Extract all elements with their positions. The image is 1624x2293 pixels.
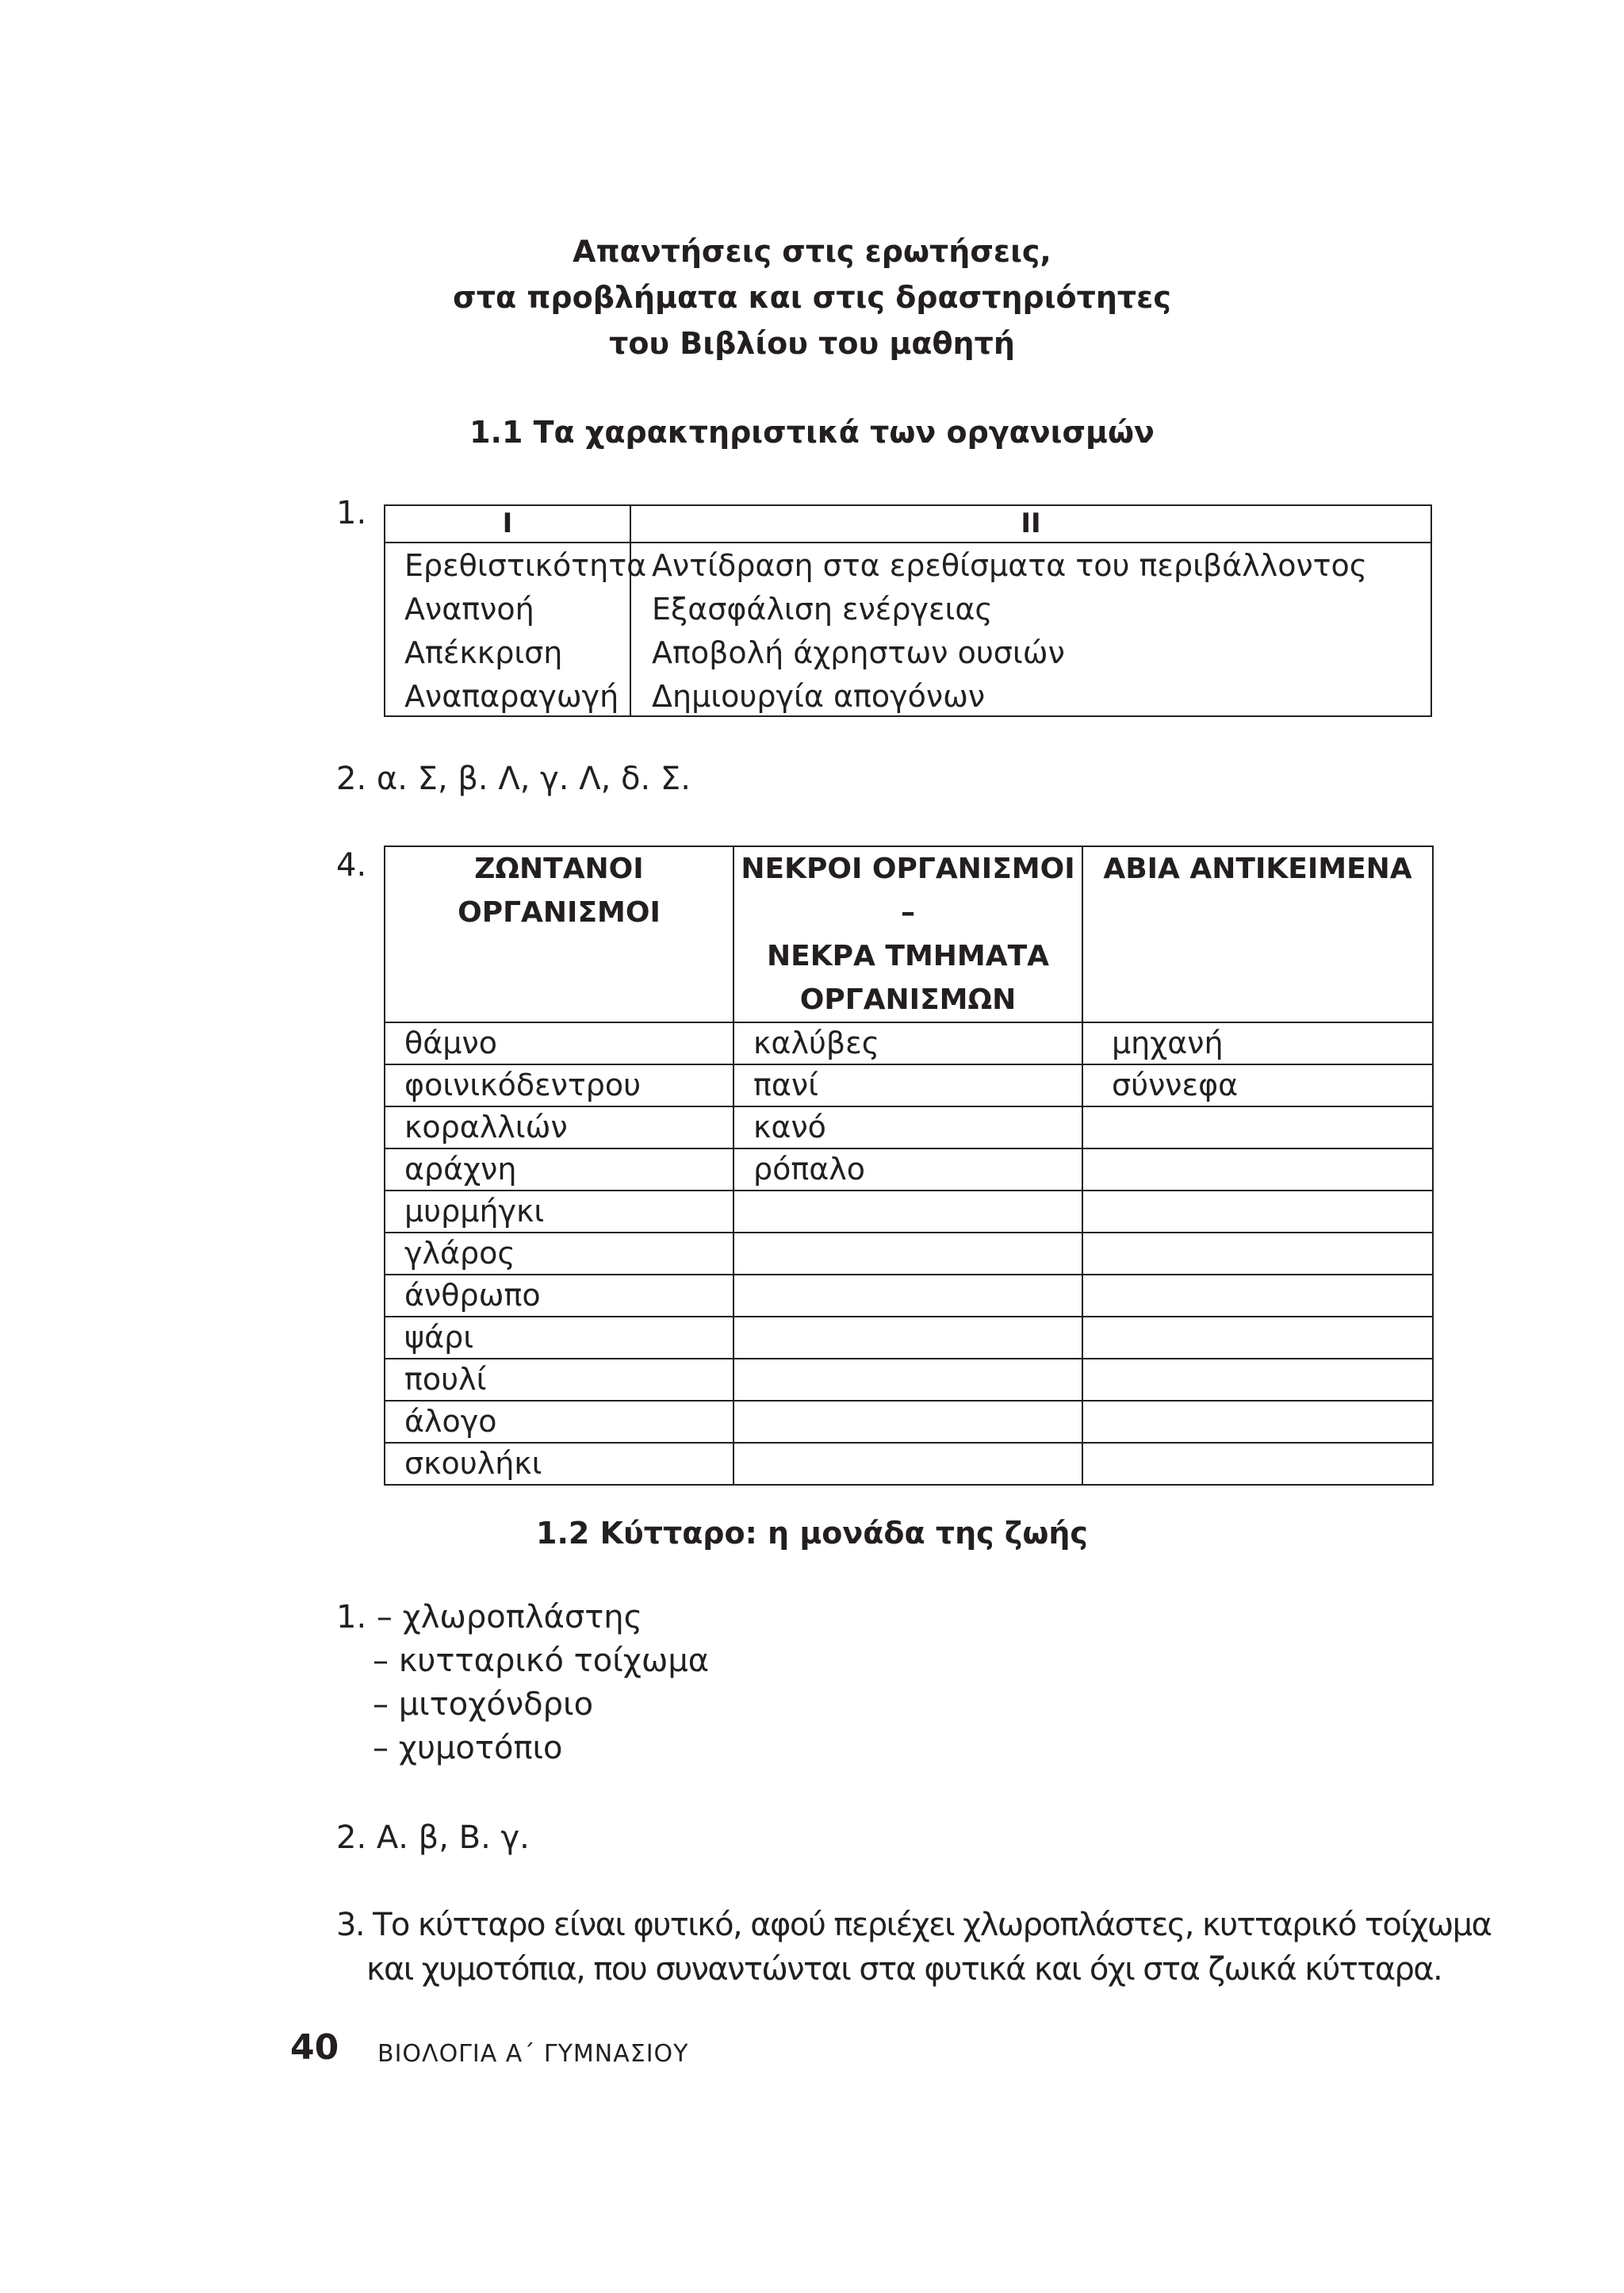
table-cell (1082, 1275, 1433, 1317)
section-2-q1-line-3: – μιτοχόνδριο (373, 1686, 594, 1723)
table-row (385, 1022, 1433, 1064)
table-cell (733, 1191, 1082, 1233)
table-cell: ρόπαλο (733, 1148, 1082, 1191)
table-cell (1082, 1443, 1433, 1485)
header-line: ΖΩΝΤΑΝΟΙ (474, 853, 644, 885)
organisms-table (384, 845, 1434, 1486)
table-cell: αράχνη (385, 1148, 733, 1191)
header-line: ΟΡΓΑΝΙΣΜΩΝ (799, 984, 1017, 1016)
table-row (385, 1064, 1433, 1106)
section-2-q1-line-1: 1. – χλωροπλάστης (336, 1599, 643, 1635)
table-cell (733, 1443, 1082, 1485)
section-2-title: 1.2 Κύτταρο: η μονάδα της ζωής (536, 1516, 1088, 1551)
header-non-living-objects (1082, 846, 1433, 1022)
table-cell: φοινικόδεντρου (385, 1064, 733, 1106)
page-title-line-3: του Βιβλίου του μαθητή (609, 326, 1015, 361)
page-number: 40 (290, 2027, 339, 2068)
table-row (385, 1443, 1433, 1485)
header-line: ΝΕΚΡΑ ΤΜΗΜΑΤΑ (766, 940, 1049, 972)
table-cell (733, 1275, 1082, 1317)
table-cell: πανί (733, 1064, 1082, 1106)
characteristics-table (384, 504, 1432, 717)
table-cell (1082, 1233, 1433, 1275)
table-cell: σύννεφα (1082, 1064, 1433, 1106)
table-cell: Ερεθιστικότητα (404, 548, 647, 583)
table-cell: άλογο (385, 1401, 733, 1443)
table-row (385, 1233, 1433, 1275)
table-row (385, 1317, 1433, 1359)
column-i-header: I (385, 506, 630, 543)
section-1-title: 1.1 Τα χαρακτηριστικά των οργανισμών (469, 415, 1155, 450)
header-line: ΑΒΙΑ ΑΝΤΙΚΕΙΜΕΝΑ (1103, 853, 1412, 885)
table-cell: Απέκκριση (404, 635, 563, 670)
table-row (385, 1191, 1433, 1233)
table-header-row (385, 846, 1433, 1022)
table-cell: Αναπαραγωγή (404, 679, 619, 714)
table-cell: άνθρωπο (385, 1275, 733, 1317)
table-cell: Αντίδραση στα ερεθίσματα του περιβάλλοντος (652, 548, 1368, 583)
page-title-line-2: στα προβλήματα και στις δραστηριότητες (453, 280, 1171, 315)
book-title: ΒΙΟΛΟΓΙΑ Α΄ ΓΥΜΝΑΣΙΟΥ (377, 2040, 689, 2068)
column-ii-header: II (631, 506, 1431, 543)
table-cell: Εξασφάλιση ενέργειας (652, 592, 993, 627)
table-cell: γλάρος (385, 1233, 733, 1275)
table-cell (1082, 1148, 1433, 1191)
question-1-number: 1. (336, 495, 367, 531)
column-ii (631, 506, 1431, 715)
table-cell (733, 1233, 1082, 1275)
section-2-q2-answer: 2. Α. β, Β. γ. (336, 1819, 530, 1856)
table-row (385, 1359, 1433, 1401)
section-2-q3-line-2: και χυμοτόπια, που συναντώνται στα φυτικά και όχι στα ζωικά κύτταρα. (366, 1951, 1442, 1988)
table-cell (1082, 1106, 1433, 1148)
table-cell (733, 1401, 1082, 1443)
table-cell: ψάρι (385, 1317, 733, 1359)
table-row (385, 1401, 1433, 1443)
table-cell: κοραλλιών (385, 1106, 733, 1148)
header-living-organisms (385, 846, 733, 1022)
table-row (385, 1106, 1433, 1148)
table-cell: θάμνο (385, 1022, 733, 1064)
header-line: ΟΡΓΑΝΙΣΜΟΙ (458, 896, 661, 929)
table-cell: Αποβολή άχρηστων ουσιών (652, 635, 1065, 670)
table-cell (733, 1359, 1082, 1401)
table-cell: καλύβες (733, 1022, 1082, 1064)
section-2-q1-line-2: – κυτταρικό τοίχωμα (373, 1643, 710, 1679)
column-i (385, 506, 647, 715)
table-row (385, 1275, 1433, 1317)
section-2-q3-line-1: 3. Το κύτταρο είναι φυτικό, αφού περιέχει χλωροπλάστες, κυτταρικό τοίχωμα (336, 1907, 1492, 1943)
table-cell: μυρμήγκι (385, 1191, 733, 1233)
table-cell: μηχανή (1082, 1022, 1433, 1064)
table-cell (1082, 1317, 1433, 1359)
question-2-answer: 2. α. Σ, β. Λ, γ. Λ, δ. Σ. (336, 761, 691, 797)
table-row (385, 1148, 1433, 1191)
section-2-q1-line-4: – χυμοτόπιο (373, 1730, 563, 1766)
page-title-line-1: Απαντήσεις στις ερωτήσεις, (573, 234, 1051, 269)
table-cell: σκουλήκι (385, 1443, 733, 1485)
table-cell: Δημιουργία απογόνων (652, 679, 986, 714)
table-cell (1082, 1401, 1433, 1443)
table-cell (733, 1317, 1082, 1359)
table-cell: πουλί (385, 1359, 733, 1401)
table-cell: Αναπνοή (404, 592, 534, 627)
table-cell (1082, 1191, 1433, 1233)
table-cell (1082, 1359, 1433, 1401)
question-4-number: 4. (336, 847, 367, 884)
header-line: ΝΕΚΡΟΙ ΟΡΓΑΝΙΣΜΟΙ – (741, 853, 1075, 929)
header-dead-organisms (733, 846, 1082, 1022)
table-cell: κανό (733, 1106, 1082, 1148)
